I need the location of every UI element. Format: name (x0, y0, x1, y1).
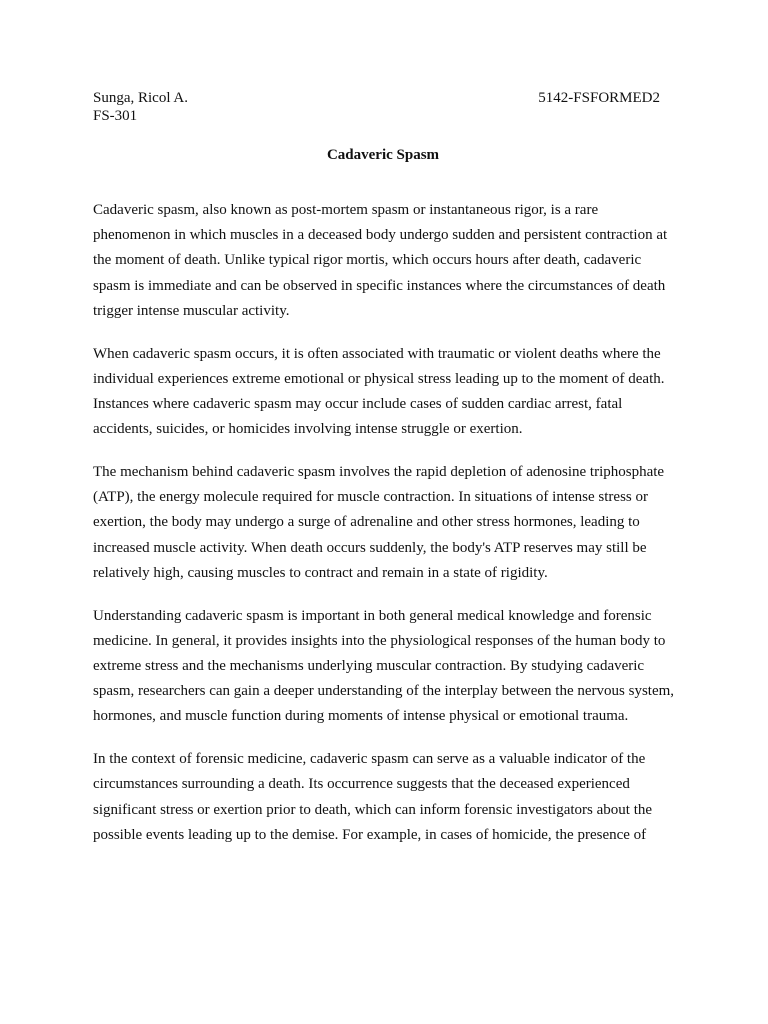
body-paragraph: Understanding cadaveric spasm is important in both general medical knowledge and forensic medicine. In general, it provides insights into the physiological responses of the human body to extreme stress and the mechanisms underlying muscular contraction. By studying cadaveric spasm, researchers can gain a deeper understanding of the interplay between the nervous system, hormones, and muscle function during moments of intense physical or emotional trauma. (93, 607, 675, 725)
author-name: Sunga, Ricol A. (93, 90, 189, 106)
document-title: Cadaveric Spasm (326, 147, 440, 163)
body-paragraph: In the context of forensic medicine, cadaveric spasm can serve as a valuable indicator of the circumstances surrounding a death. Its occurrence suggests that the deceased experienced significant stress or exertion prior to death, which can inform forensic investigators about the possible events leading up to the demise. For example, in cases of homicide, the presence of (93, 751, 653, 843)
body-paragraph: Cadaveric spasm, also known as post-mortem spasm or instantaneous rigor, is a rare phenomenon in which muscles in a deceased body undergo sudden and persistent contraction at the moment of death. Unlike typical rigor mortis, which occurs hours after death, cadaveric spasm is immediate and can be observed in specific instances where the circumstances of death trigger intense muscular activity. (93, 202, 668, 319)
document-header (93, 88, 660, 108)
section-code: FS-301 (93, 108, 138, 124)
body-paragraph: When cadaveric spasm occurs, it is often associated with traumatic or violent deaths where the individual experiences extreme emotional or physical stress leading up to the moment of death. Instances where cadaveric spasm may occur include cases of sudden cardiac arrest, fatal accidents, suicides, or homicides involving intense struggle or exertion. (93, 345, 665, 438)
document-body (93, 198, 678, 866)
body-paragraph: The mechanism behind cadaveric spasm involves the rapid depletion of adenosine triphosphate (ATP), the energy molecule required for muscle contraction. In situations of intense stress or exertion, the body may undergo a surge of adrenaline and other stress hormones, leading to increased muscle activity. When death occurs suddenly, the body's ATP reserves may still be relatively high, causing muscles to contract and remain in a state of rigidity. (93, 464, 665, 581)
course-code: 5142-FSFORMED2 (538, 90, 660, 106)
